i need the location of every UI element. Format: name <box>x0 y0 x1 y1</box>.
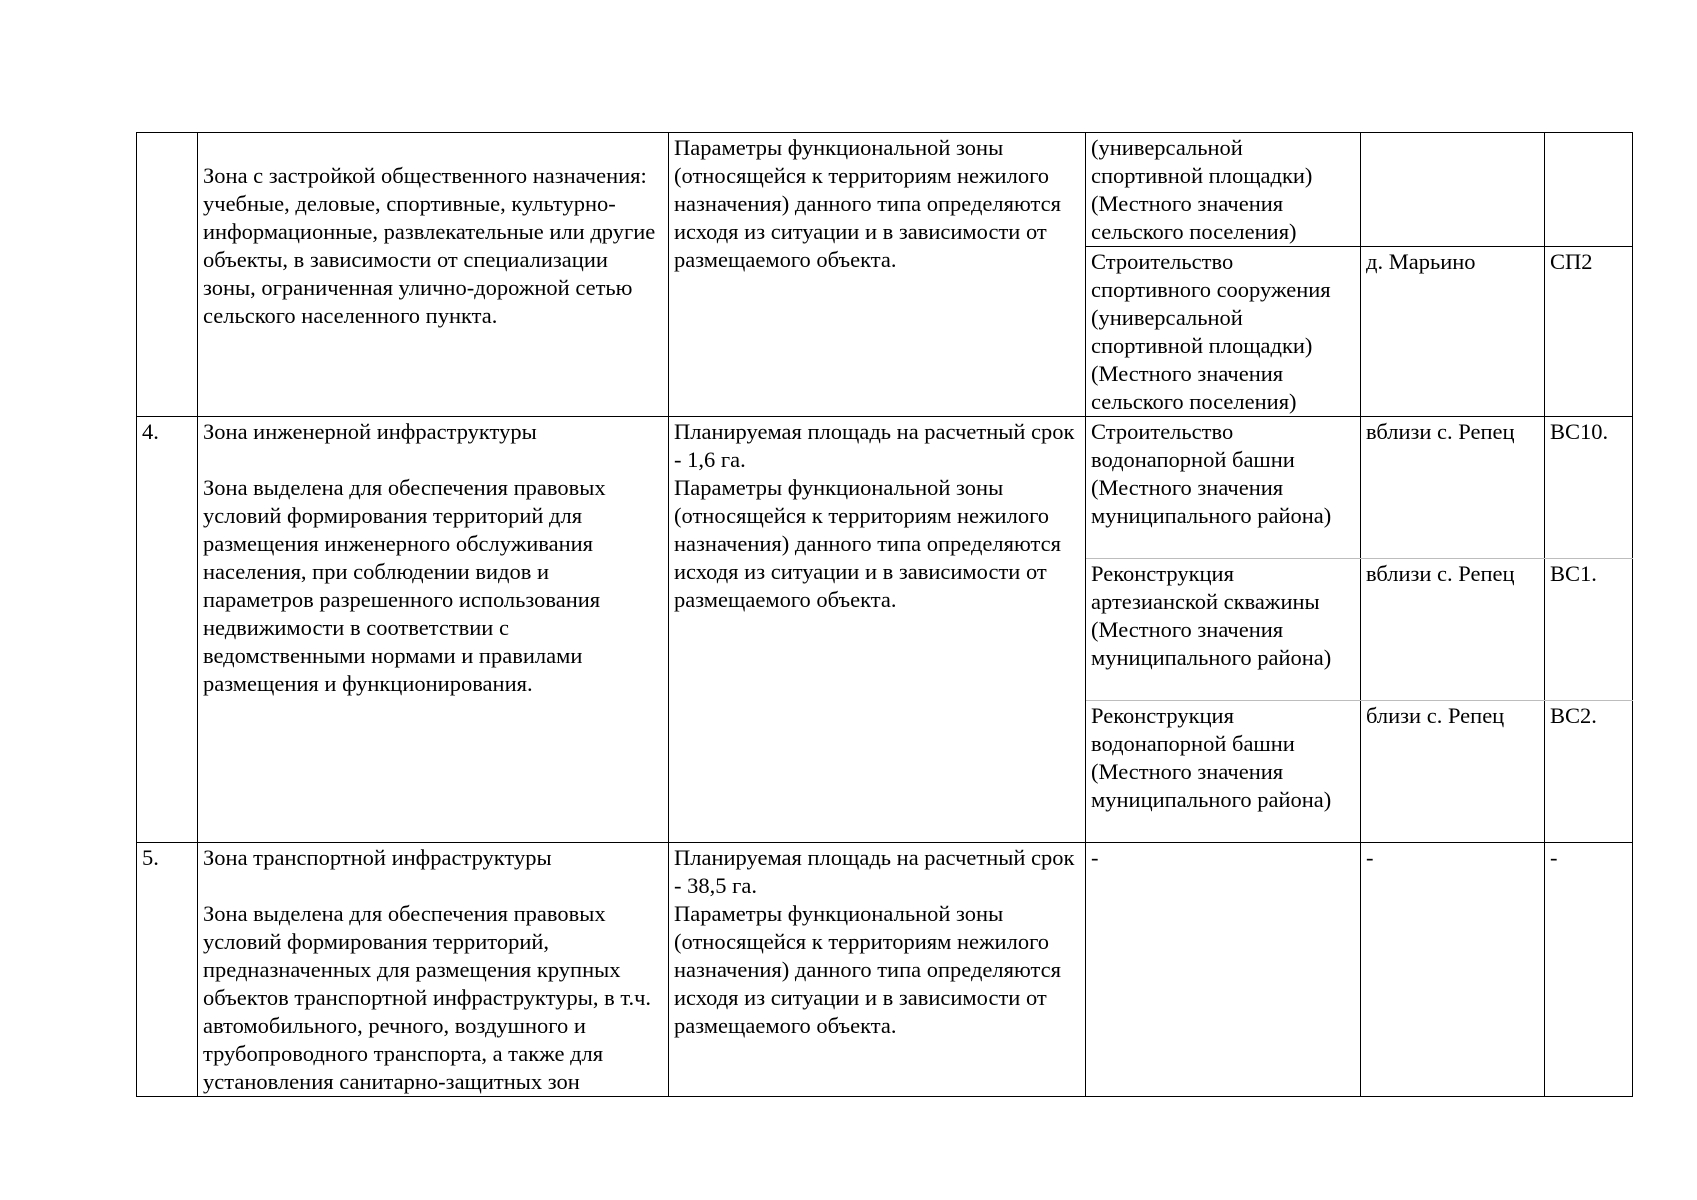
zone-parameters: Параметры функциональной зоны (относящейся к территориям нежилого назначения) данного типа определяются исходя из ситуации и в зависимости от размещаемого объекта. <box>674 901 1061 1038</box>
object-cell <box>1086 559 1361 701</box>
object-name: Реконструкция артезианской скважины (Местного значения муниципального района) <box>1091 561 1332 670</box>
object-name: Строительство спортивного сооружения (универсальной спортивной площадки) (Местного значения сельского поселения) <box>1091 249 1331 414</box>
object-location: вблизи с. Репец <box>1366 561 1515 586</box>
code-cell <box>1545 701 1633 843</box>
code-cell <box>1545 133 1633 247</box>
zone-description: Зона выделена для обеспечения правовых условий формирования территорий для размещения инженерного обслуживания населения, при соблюдении видов и параметров разрешенного использования недвижимости в соответствии с ведомственными нормами и правилами размещения и функционирования. <box>203 475 606 696</box>
object-code: ВС2. <box>1550 703 1597 728</box>
object-cell <box>1086 417 1361 559</box>
row-number-cell <box>137 417 198 843</box>
zone-description-cell <box>198 843 669 1097</box>
object-name: Реконструкция водонапорной башни (Местного значения муниципального района) <box>1091 703 1332 812</box>
table-row <box>137 417 1633 559</box>
object-location: д. Марьино <box>1366 249 1476 274</box>
object-location: близи с. Репец <box>1366 703 1505 728</box>
code-cell <box>1545 247 1633 417</box>
zone-title: Зона транспортной инфраструктуры <box>203 845 552 870</box>
zone-parameters-cell <box>669 417 1086 843</box>
zone-parameters-cell <box>669 843 1086 1097</box>
zone-description-cell <box>198 133 669 417</box>
zone-title: Зона инженерной инфраструктуры <box>203 419 537 444</box>
code-cell <box>1545 559 1633 701</box>
object-code: ВС1. <box>1550 561 1597 586</box>
object-name: - <box>1091 845 1099 870</box>
object-name: (универсальной спортивной площадки) (Местного значения сельского поселения) <box>1091 135 1313 244</box>
object-code: ВС10. <box>1550 419 1609 444</box>
table-row <box>137 843 1633 1097</box>
zone-parameters-cell <box>669 133 1086 417</box>
object-cell <box>1086 701 1361 843</box>
zone-description: Зона выделена для обеспечения правовых условий формирования территорий, предназначенных для размещения крупных объектов транспортной инфраструктуры, в т.ч. автомобильного, речного, воздушного и трубопроводного транспорта, а также для установления санитарно-защитных зон <box>203 901 652 1094</box>
code-cell <box>1545 843 1633 1097</box>
table-row <box>137 133 1633 247</box>
zone-description: Зона с застройкой общественного назначения: учебные, деловые, спортивные, культурно-информационные, развлекательные или другие объекты, в зависимости от специализации зоны, ограниченная улично-дорожной сетью сельского населенного пункта. <box>203 163 656 328</box>
object-cell <box>1086 247 1361 417</box>
row-number: 5. <box>142 845 159 870</box>
object-location: - <box>1366 845 1374 870</box>
row-number-cell <box>137 843 198 1097</box>
location-cell <box>1361 133 1545 247</box>
location-cell <box>1361 417 1545 559</box>
object-cell <box>1086 843 1361 1097</box>
row-number: 4. <box>142 419 159 444</box>
zone-parameters: Параметры функциональной зоны (относящейся к территориям нежилого назначения) данного типа определяются исходя из ситуации и в зависимости от размещаемого объекта. <box>674 135 1061 272</box>
object-code: - <box>1550 845 1558 870</box>
location-cell <box>1361 559 1545 701</box>
object-code: СП2 <box>1550 249 1593 274</box>
zones-table <box>136 132 1633 1097</box>
zone-parameters: Параметры функциональной зоны (относящейся к территориям нежилого назначения) данного типа определяются исходя из ситуации и в зависимости от размещаемого объекта. <box>674 475 1061 612</box>
location-cell <box>1361 843 1545 1097</box>
location-cell <box>1361 701 1545 843</box>
location-cell <box>1361 247 1545 417</box>
zone-description-cell <box>198 417 669 843</box>
zone-planned-area: Планируемая площадь на расчетный срок - 38,5 га. <box>674 845 1075 898</box>
row-number-cell <box>137 133 198 417</box>
object-cell <box>1086 133 1361 247</box>
object-location: вблизи с. Репец <box>1366 419 1515 444</box>
zone-planned-area: Планируемая площадь на расчетный срок - 1,6 га. <box>674 419 1075 472</box>
object-name: Строительство водонапорной башни (Местного значения муниципального района) <box>1091 419 1332 528</box>
code-cell <box>1545 417 1633 559</box>
